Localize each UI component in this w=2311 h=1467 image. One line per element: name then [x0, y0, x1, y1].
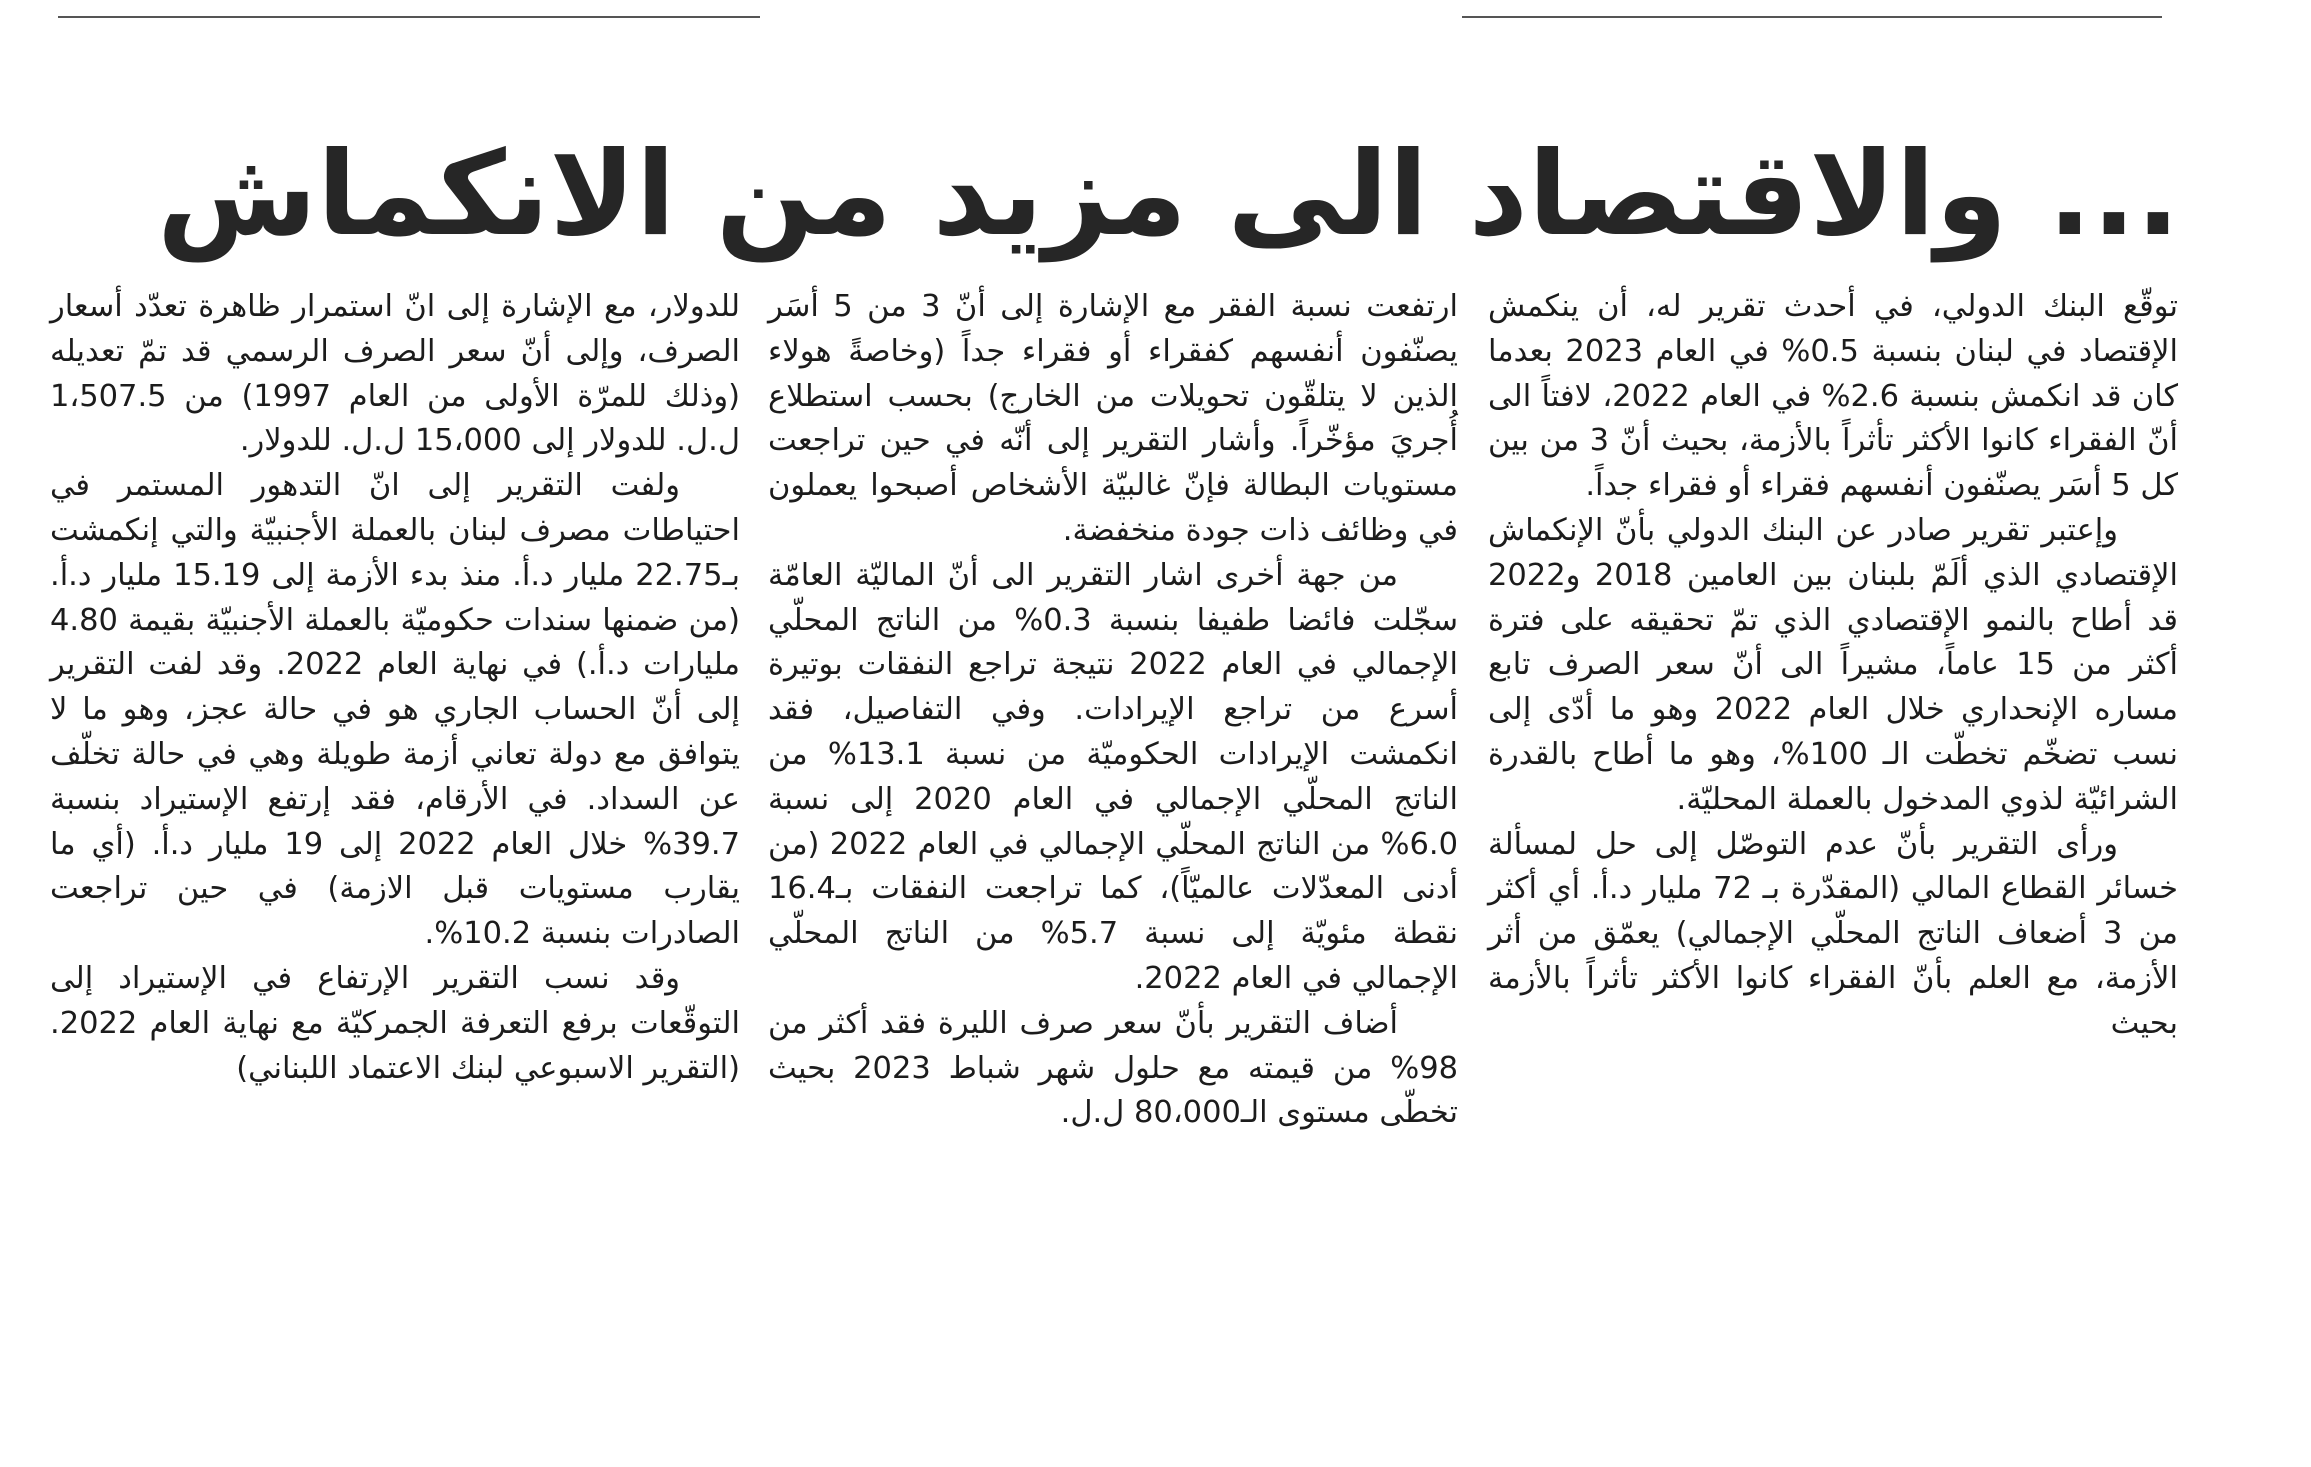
- paragraph: ارتفعت نسبة الفقر مع الإشارة إلى أنّ 3 من 5 أسَر يصنّفون أنفسهم كفقراء أو فقراء جداً (وخاصةً هولاء الذين لا يتلقّون تحويلات من الخارج) بحسب استطلاع أُجريَ مؤخّراً. وأشار التقرير إلى أنّه في حين تراجعت مستويات البطالة فإنّ غالبيّة الأشخاص أصبحوا يعملون في وظائف ذات جودة منخفضة.: [768, 289, 1458, 548]
- top-rule-right: [1462, 16, 2162, 18]
- article-column-middle: [768, 285, 1458, 1136]
- paragraph: ولفت التقرير إلى انّ التدهور المستمر في احتياطات مصرف لبنان بالعملة الأجنبيّة والتي إنكمشت بـ22.75 مليار د.أ. منذ بدء الأزمة إلى 15.19 مليار د.أ. (من ضمنها سندات حكوميّة بالعملة الأجنبيّة بقيمة 4.80 مليارات د.أ.) في نهاية العام 2022. وقد لفت التقرير إلى أنّ الحساب الجاري هو في حالة عجز، وهو ما لا يتوافق مع دولة تعاني أزمة طويلة وهي في حالة تخلّف عن السداد. في الأرقام، فقد إرتفع الإستيراد بنسبة 39.7% خلال العام 2022 إلى 19 مليار د.أ. (أي ما يقارب مستويات قبل الازمة) في حين تراجعت الصادرات بنسبة 10.2%.: [50, 468, 741, 952]
- article-column-right: [1488, 285, 2178, 1047]
- paragraph: من جهة أخرى اشار التقرير الى أنّ الماليّة العامّة سجّلت فائضا طفيفا بنسبة 0.3% من الناتج المحلّي الإجمالي في العام 2022 نتيجة تراجع النفقات بوتيرة أسرع من تراجع الإيرادات. وفي التفاصيل، فقد انكمشت الإيرادات الحكوميّة من نسبة 13.1% من الناتج المحلّي الإجمالي في العام 2020 إلى نسبة 6.0% من الناتج المحلّي الإجمالي في العام 2022 (من أدنى المعدّلات عالميّاً)، كما تراجعت النفقات بـ16.4 نقطة مئويّة إلى نسبة 5.7% من الناتج المحلّي الإجمالي في العام 2022.: [768, 557, 1459, 996]
- paragraph: وقد نسب التقرير الإرتفاع في الإستيراد إلى التوقّعات برفع التعرفة الجمركيّة مع نهاية العام 2022. (التقرير الاسبوعي لبنك الاعتماد اللبناني): [50, 960, 740, 1086]
- paragraph: وإعتبر تقرير صادر عن البنك الدولي بأنّ الإنكماش الإقتصادي الذي ألَمّ بلبنان بين العامين 2018 و2022 قد أطاح بالنمو الإقتصادي الذي تمّ تحقيقه على فترة أكثر من 15 عاماً، مشيراً الى أنّ سعر الصرف تابع مساره الإنحداري خلال العام 2022 وهو ما أدّى إلى نسب تضخّم تخطّت الـ 100%، وهو ما أطاح بالقدرة الشرائيّة لذوي المدخول بالعملة المحليّة.: [1488, 512, 2178, 817]
- paragraph: أضاف التقرير بأنّ سعر صرف الليرة فقد أكثر من 98% من قيمته مع حلول شهر شباط 2023 بحيث تخطّى مستوى الـ80،000 ل.ل.: [768, 1005, 1458, 1131]
- paragraph: للدولار، مع الإشارة إلى انّ استمرار ظاهرة تعدّد أسعار الصرف، وإلى أنّ سعر الصرف الرسمي قد تمّ تعديله (وذلك للمرّة الأولى من العام 1997) من 1،507.5 ل.ل. للدولار إلى 15،000 ل.ل. للدولار.: [50, 289, 740, 459]
- paragraph: توقّع البنك الدولي، في أحدث تقرير له، أن ينكمش الإقتصاد في لبنان بنسبة 0.5% في العام 2023 بعدما كان قد انكمش بنسبة 2.6% في العام 2022، لافتاً الى أنّ الفقراء كانوا الأكثر تأثراً بالأزمة، بحيث أنّ 3 من بين كل 5 أسَر يصنّفون أنفسهم فقراء أو فقراء جداً.: [1488, 289, 2179, 504]
- paragraph: ورأى التقرير بأنّ عدم التوصّل إلى حل لمسألة خسائر القطاع المالي (المقدّرة بـ 72 مليار د.أ. أي أكثر من 3 أضعاف الناتج المحلّي الإجمالي) يعمّق من أثر الأزمة، مع العلم بأنّ الفقراء كانوا الأكثر تأثراً بالأزمة بحيث: [1488, 826, 2179, 1041]
- headline: ... والاقتصاد الى مزيد من الانكماش: [156, 126, 2180, 262]
- top-rule-left: [58, 16, 760, 18]
- article-column-left: [50, 285, 740, 1091]
